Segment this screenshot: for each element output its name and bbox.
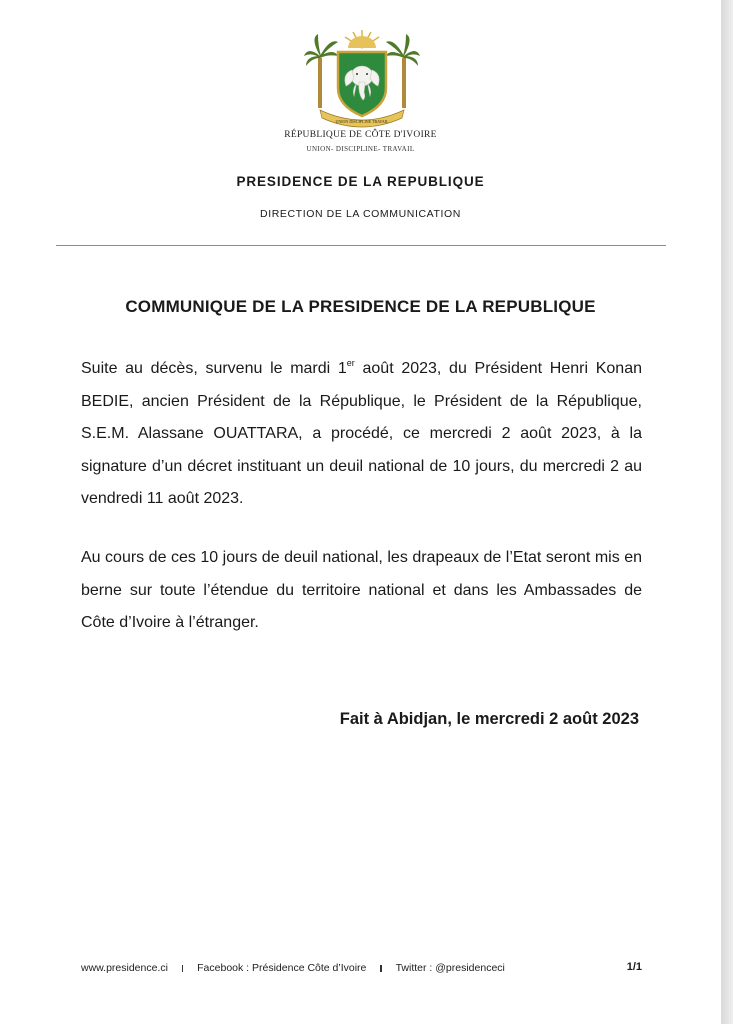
page-number: 1/1 xyxy=(626,961,642,973)
footer-twitter-link[interactable]: Twitter : @presidenceci xyxy=(395,962,505,974)
footer-website-link[interactable]: www.presidence.ci xyxy=(81,962,168,974)
ordinal-superscript: er xyxy=(346,358,355,368)
direction-subheading: DIRECTION DE LA COMMUNICATION xyxy=(260,208,461,220)
page-edge-shadow xyxy=(721,0,733,1024)
footer-separator xyxy=(380,965,381,972)
footer xyxy=(81,962,505,974)
communique-paragraph-2: Au cours de ces 10 jours de deuil national, les drapeaux de l’Etat seront mis en berne sur toute l’étendue du territoire national et dans les Ambassades de Côte d’Ivoire à l’étranger. xyxy=(81,549,642,631)
footer-separator xyxy=(182,965,183,972)
paragraph-1-start: Suite au décès, survenu le mardi 1 xyxy=(81,360,347,377)
communique-paragraph-1 xyxy=(81,353,642,516)
communique-title: COMMUNIQUE DE LA PRESIDENCE DE LA REPUBLIQUE xyxy=(125,297,596,316)
national-motto: UNION- DISCIPLINE- TRAVAIL xyxy=(306,145,415,153)
header-divider xyxy=(56,245,666,246)
signoff-place-date: Fait à Abidjan, le mercredi 2 août 2023 xyxy=(339,710,639,728)
paragraph-1-rest: août 2023, du Président Henri Konan BEDIE, ancien Président de la République, le Président de la République, S.E.M. Alassane OUATTARA, a procédé, ce mercredi 2 août 2023, à la signature d’un décret instituant un deuil national de 10 jours, du mercredi 2 au vendredi 11 août 2023. xyxy=(81,360,642,507)
coat-of-arms-icon xyxy=(304,26,420,132)
presidency-heading: PRESIDENCE DE LA REPUBLIQUE xyxy=(236,174,485,189)
republic-name: RÉPUBLIQUE DE CÔTE D'IVOIRE xyxy=(284,130,437,140)
svg-text:UNION DISCIPLINE TRAVAIL: UNION DISCIPLINE TRAVAIL xyxy=(335,119,389,124)
footer-facebook-link[interactable]: Facebook : Présidence Côte d’Ivoire xyxy=(197,962,367,974)
